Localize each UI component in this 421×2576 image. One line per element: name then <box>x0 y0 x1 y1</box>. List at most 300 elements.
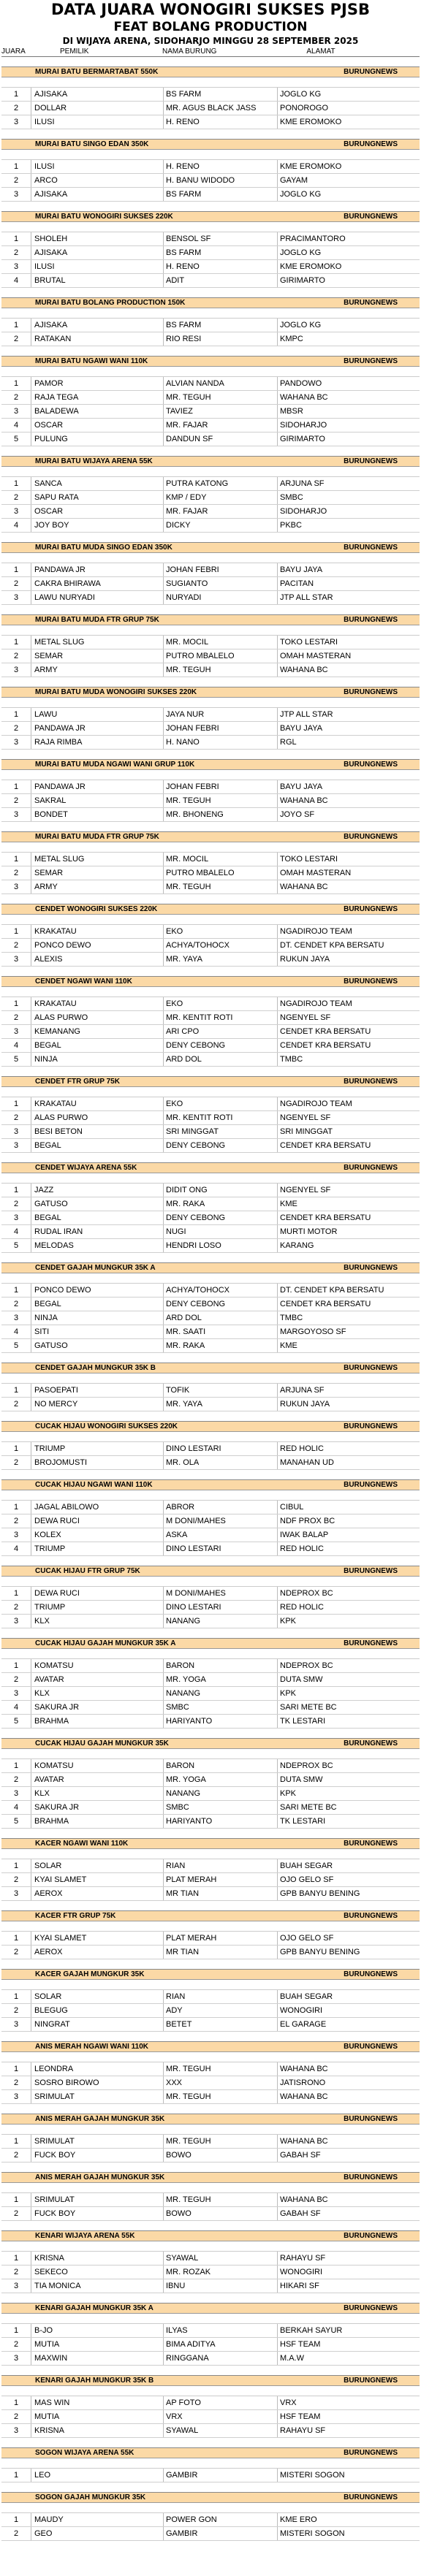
class-title: CUCAK HIJAU FTR GRUP 75K <box>35 1567 140 1575</box>
class-title-bar <box>1 357 420 367</box>
page-header <box>1 0 420 47</box>
bird-name-cell: BESI BETON <box>31 1125 163 1138</box>
owner-cell: RIAN <box>163 1859 277 1872</box>
class-tag: BURUNGNEWS <box>344 544 398 552</box>
rank-cell: 1 <box>13 2398 19 2407</box>
rank-cell: 3 <box>13 1889 19 1898</box>
rank-cell: 1 <box>13 1503 19 1512</box>
class-title-bar <box>1 1566 420 1577</box>
address-cell: DT. CENDET KPA BERSATU <box>277 939 420 952</box>
address-cell: DUTA SMW <box>277 1673 420 1686</box>
class-title: MURAI BATU MUDA NGAWI WANI GRUP 110K <box>35 761 195 769</box>
result-row <box>1 1039 420 1053</box>
result-row <box>1 1501 420 1514</box>
bird-name-cell: PANDAWA JR <box>31 563 163 576</box>
result-row <box>1 722 420 736</box>
owner-cell: JOHAN FEBRI <box>163 563 277 576</box>
rank-cell: 4 <box>13 1327 19 1336</box>
bird-name-cell: BRAHMA <box>31 1715 163 1728</box>
rank-cell: 2 <box>13 176 19 185</box>
rank-cell: 3 <box>13 2020 19 2029</box>
rank-cell: 3 <box>13 2426 19 2435</box>
owner-cell: BS FARM <box>163 246 277 259</box>
owner-cell: PLAT MERAH <box>163 1873 277 1886</box>
owner-cell: PUTRO MBALELO <box>163 649 277 663</box>
address-cell: NDF PROX BC <box>277 1514 420 1528</box>
class-tag: BURUNGNEWS <box>344 616 398 624</box>
rank-cell: 2 <box>13 2209 19 2218</box>
address-cell: KME <box>277 1197 420 1211</box>
class-section <box>1 614 420 677</box>
rank-cell: 2 <box>13 248 19 257</box>
rank-cell: 3 <box>13 262 19 271</box>
bird-name-cell: SAKURA JR <box>31 1701 163 1714</box>
spacer-row <box>1 770 420 780</box>
owner-cell: MR. YOGA <box>163 1673 277 1686</box>
class-section <box>1 1638 420 1729</box>
result-row <box>1 1225 420 1239</box>
class-results-list <box>1 66 420 2541</box>
address-cell: BAYU JAYA <box>277 780 420 793</box>
rank-cell: 1 <box>13 479 19 488</box>
class-section <box>1 1076 420 1153</box>
owner-cell: MR. TEGUH <box>163 2062 277 2076</box>
class-section <box>1 2447 420 2482</box>
rank-cell: 2 <box>13 724 19 733</box>
owner-cell: DANDUN SF <box>163 432 277 446</box>
column-pemilik: PEMILIK <box>60 47 89 56</box>
class-section <box>1 1738 420 1829</box>
result-row <box>1 432 420 446</box>
owner-cell: M DONI/MAHES <box>163 1587 277 1600</box>
rank-cell: 2 <box>13 1875 19 1884</box>
class-tag: BURUNGNEWS <box>344 2304 398 2312</box>
bird-name-cell: SRIMULAT <box>31 2135 163 2148</box>
bird-name-cell: JAGAL ABILOWO <box>31 1501 163 1514</box>
rank-cell: 3 <box>13 666 19 674</box>
rank-cell: 3 <box>13 883 19 891</box>
owner-cell: VRX <box>163 2410 277 2423</box>
address-cell: MARGOYOSO SF <box>277 1325 420 1338</box>
owner-cell: JOHAN FEBRI <box>163 780 277 793</box>
owner-cell: MR. TEGUH <box>163 2135 277 2148</box>
class-title: CUCAK HIJAU GAJAH MUNGKUR 35K <box>35 1739 169 1748</box>
result-row <box>1 866 420 880</box>
class-tag: BURUNGNEWS <box>344 2043 398 2051</box>
bird-name-cell: ARCO <box>31 174 163 187</box>
rank-cell: 2 <box>13 1200 19 1208</box>
result-row <box>1 1284 420 1297</box>
result-row <box>1 2410 420 2424</box>
bird-name-cell: FUCK BOY <box>31 2207 163 2220</box>
rank-cell: 2 <box>13 2529 19 2538</box>
bird-name-cell: AEROX <box>31 1887 163 1900</box>
bird-name-cell: DEWA RUCI <box>31 1587 163 1600</box>
result-row <box>1 260 420 274</box>
class-tag: BURUNGNEWS <box>344 688 398 696</box>
bird-name-cell: SOSRO BIROWO <box>31 2076 163 2089</box>
address-cell: NDEPROX BC <box>277 1759 420 1772</box>
rank-cell: 3 <box>13 955 19 964</box>
result-row <box>1 419 420 432</box>
rank-cell: 3 <box>13 593 19 602</box>
bird-name-cell: MUTIA <box>31 2338 163 2351</box>
owner-cell: RIAN <box>163 1990 277 2003</box>
class-section <box>1 687 420 750</box>
spacer-row <box>1 625 420 636</box>
result-row <box>1 1097 420 1111</box>
result-row <box>1 853 420 866</box>
class-title: KACER NGAWI WANI 110K <box>35 1840 129 1848</box>
result-row <box>1 563 420 577</box>
bird-name-cell: SAKRAL <box>31 794 163 807</box>
class-tag: BURUNGNEWS <box>344 1567 398 1575</box>
class-title: MURAI BATU MUDA FTR GRUP 75K <box>35 833 159 841</box>
result-row <box>1 1946 420 1959</box>
bird-name-cell: ALAS PURWO <box>31 1111 163 1124</box>
class-tag: BURUNGNEWS <box>344 1739 398 1748</box>
class-section <box>1 1910 420 1959</box>
class-title-bar <box>1 1911 420 1921</box>
class-title-bar <box>1 2173 420 2183</box>
owner-cell: SYAWAL <box>163 2424 277 2437</box>
class-title-bar <box>1 298 420 308</box>
result-row <box>1 880 420 894</box>
result-row <box>1 2266 420 2279</box>
class-title-bar <box>1 615 420 625</box>
bird-name-cell: MAUDY <box>31 2513 163 2526</box>
address-cell: KME EROMOKO <box>277 115 420 129</box>
result-row <box>1 2279 420 2293</box>
class-section <box>1 297 420 346</box>
address-cell: OMAH MASTERAN <box>277 866 420 880</box>
class-title-bar <box>1 2042 420 2052</box>
rank-cell: 2 <box>13 1603 19 1612</box>
owner-cell: ARI CPO <box>163 1025 277 1038</box>
rank-cell: 1 <box>13 1589 19 1598</box>
column-juara: JUARA <box>1 47 26 56</box>
address-cell: MISTERI SOGON <box>277 2469 420 2482</box>
rank-cell: 1 <box>13 1934 19 1943</box>
address-cell: BUAH SEGAR <box>277 1859 420 1872</box>
owner-cell: BARON <box>163 1659 277 1672</box>
result-row <box>1 939 420 953</box>
address-cell: CENDET KRA BERSATU <box>277 1297 420 1311</box>
result-row <box>1 2513 420 2527</box>
bird-name-cell: ALAS PURWO <box>31 1011 163 1024</box>
rank-cell: 1 <box>13 321 19 329</box>
spacer-row <box>1 1921 420 1932</box>
bird-name-cell: KEMANANG <box>31 1025 163 1038</box>
result-row <box>1 636 420 649</box>
rank-cell: 3 <box>13 1141 19 1150</box>
result-row <box>1 1297 420 1311</box>
result-row <box>1 1773 420 1787</box>
class-tag: BURUNGNEWS <box>344 2493 398 2501</box>
result-row <box>1 2004 420 2018</box>
rank-cell: 5 <box>13 1055 19 1064</box>
rank-cell: 1 <box>13 1286 19 1295</box>
class-tag: BURUNGNEWS <box>344 213 398 221</box>
class-tag: BURUNGNEWS <box>344 2115 398 2123</box>
class-tag: BURUNGNEWS <box>344 1164 398 1172</box>
class-title-bar <box>1 2114 420 2125</box>
bird-name-cell: SOLAR <box>31 1859 163 1872</box>
bird-name-cell: AJISAKA <box>31 246 163 259</box>
class-section <box>1 1421 420 1470</box>
bird-name-cell: AVATAR <box>31 1673 163 1686</box>
bird-name-cell: KRAKATAU <box>31 997 163 1010</box>
class-tag: BURUNGNEWS <box>344 1840 398 1848</box>
owner-cell: MR. RAKA <box>163 1197 277 1211</box>
result-row <box>1 1325 420 1339</box>
rank-cell: 4 <box>13 1544 19 1553</box>
bird-name-cell: SAKURA JR <box>31 1801 163 1814</box>
rank-cell: 3 <box>13 1314 19 1322</box>
owner-cell: DICKY <box>163 519 277 532</box>
bird-name-cell: PASOEPATI <box>31 1384 163 1397</box>
bird-name-cell: PANDAWA JR <box>31 722 163 735</box>
rank-cell: 2 <box>13 1517 19 1525</box>
column-alamat: ALAMAT <box>306 47 335 56</box>
class-title-bar <box>1 1639 420 1649</box>
spacer-row <box>1 77 420 88</box>
class-section <box>1 2492 420 2541</box>
result-row <box>1 232 420 246</box>
result-row <box>1 174 420 188</box>
class-title: MURAI BATU MUDA SINGO EDAN 350K <box>35 544 172 552</box>
result-row <box>1 2207 420 2221</box>
rank-cell: 3 <box>13 1213 19 1222</box>
owner-cell: DIDIT ONG <box>163 1184 277 1197</box>
owner-cell: MR. YAYA <box>163 953 277 966</box>
class-title: KENARI WIJAYA ARENA 55K <box>35 2232 135 2240</box>
address-cell: ARJUNA SF <box>277 1384 420 1397</box>
address-cell: RGL <box>277 736 420 749</box>
bird-name-cell: AJISAKA <box>31 88 163 101</box>
owner-cell: MR. TEGUH <box>163 2090 277 2103</box>
bird-name-cell: PAMOR <box>31 377 163 390</box>
owner-cell: BOWO <box>163 2149 277 2162</box>
address-cell: NGADIROJO TEAM <box>277 1097 420 1110</box>
rank-cell: 5 <box>13 435 19 443</box>
class-title: CUCAK HIJAU GAJAH MUNGKUR 35K A <box>35 1639 176 1647</box>
class-title: CENDET GAJAH MUNGKUR 35K B <box>35 1364 156 1372</box>
bird-name-cell: SRIMULAT <box>31 2193 163 2206</box>
result-row <box>1 1398 420 1411</box>
bird-name-cell: BEGAL <box>31 1211 163 1224</box>
bird-name-cell: ARMY <box>31 880 163 893</box>
result-row <box>1 1053 420 1067</box>
class-tag: BURUNGNEWS <box>344 2377 398 2385</box>
rank-cell: 2 <box>13 1458 19 1467</box>
address-cell: HSF TEAM <box>277 2410 420 2423</box>
rank-cell: 1 <box>13 2065 19 2073</box>
owner-cell: TAVIEZ <box>163 405 277 418</box>
class-tag: BURUNGNEWS <box>344 833 398 841</box>
bird-name-cell: LAWU <box>31 708 163 721</box>
class-title-bar <box>1 1839 420 1849</box>
result-row <box>1 953 420 967</box>
result-row <box>1 808 420 822</box>
class-section <box>1 1566 420 1628</box>
class-title-bar <box>1 457 420 467</box>
rank-cell: 1 <box>13 162 19 171</box>
address-cell: OJO GELO SF <box>277 1873 420 1886</box>
rank-cell: 3 <box>13 1617 19 1626</box>
address-cell: PKBC <box>277 519 420 532</box>
class-title: CUCAK HIJAU NGAWI WANI 110K <box>35 1481 153 1489</box>
result-row <box>1 1384 420 1398</box>
bird-name-cell: ALEXIS <box>31 953 163 966</box>
owner-cell: DINO LESTARI <box>163 1542 277 1555</box>
class-title: ANIS MERAH GAJAH MUNGKUR 35K <box>35 2173 165 2181</box>
rank-cell: 2 <box>13 393 19 402</box>
result-row <box>1 1025 420 1039</box>
owner-cell: H. RENO <box>163 115 277 129</box>
class-title-bar <box>1 1363 420 1373</box>
result-row <box>1 1011 420 1025</box>
class-title-bar <box>1 1480 420 1490</box>
result-row <box>1 2324 420 2338</box>
class-section <box>1 759 420 822</box>
owner-cell: DENY CEBONG <box>163 1297 277 1311</box>
owner-cell: SRI MINGGAT <box>163 1125 277 1138</box>
address-cell: KPK <box>277 1787 420 1800</box>
owner-cell: RIO RESI <box>163 332 277 346</box>
bird-name-cell: NINJA <box>31 1053 163 1066</box>
address-cell: CENDET KRA BERSATU <box>277 1211 420 1224</box>
rank-cell: 1 <box>13 235 19 243</box>
result-row <box>1 1673 420 1687</box>
rank-cell: 2 <box>13 579 19 588</box>
spacer-row <box>1 1577 420 1587</box>
bird-name-cell: SHOLEH <box>31 232 163 245</box>
bird-name-cell: PANDAWA JR <box>31 780 163 793</box>
bird-name-cell: SAPU RATA <box>31 491 163 504</box>
owner-cell: MR TIAN <box>163 1887 277 1900</box>
owner-cell: ABROR <box>163 1501 277 1514</box>
bird-name-cell: KYAI SLAMET <box>31 1932 163 1945</box>
result-row <box>1 925 420 939</box>
bird-name-cell: KLX <box>31 1787 163 1800</box>
rank-cell: 2 <box>13 1113 19 1122</box>
rank-cell: 1 <box>13 2471 19 2480</box>
result-row <box>1 115 420 129</box>
owner-cell: MR. BHONENG <box>163 808 277 821</box>
result-row <box>1 1759 420 1773</box>
owner-cell: EKO <box>163 997 277 1010</box>
result-row <box>1 1687 420 1701</box>
result-row <box>1 997 420 1011</box>
page-title: DATA JUARA WONOGIRI SUKSES PJSB <box>51 1 370 18</box>
owner-cell: MR. TEGUH <box>163 663 277 677</box>
address-cell: KME ERO <box>277 2513 420 2526</box>
owner-cell: JAYA NUR <box>163 708 277 721</box>
address-cell: JOGLO KG <box>277 188 420 201</box>
rank-cell: 2 <box>13 104 19 113</box>
address-cell: CIBUL <box>277 1501 420 1514</box>
address-cell: KPK <box>277 1687 420 1700</box>
spacer-row <box>1 2241 420 2252</box>
owner-cell: NANANG <box>163 1615 277 1628</box>
owner-cell: NUGI <box>163 1225 277 1238</box>
result-row <box>1 2396 420 2410</box>
address-cell: GIRIMARTO <box>277 274 420 287</box>
rank-cell: 1 <box>13 1444 19 1453</box>
address-cell: WAHANA BC <box>277 880 420 893</box>
result-row <box>1 188 420 202</box>
bird-name-cell: ILUSI <box>31 115 163 129</box>
spacer-row <box>1 1980 420 1990</box>
class-section <box>1 1162 420 1253</box>
rank-cell: 3 <box>13 2092 19 2101</box>
bird-name-cell: LEONDRA <box>31 2062 163 2076</box>
result-row <box>1 1442 420 1456</box>
result-row <box>1 794 420 808</box>
class-title-bar <box>1 832 420 842</box>
result-row <box>1 88 420 102</box>
address-cell: GAYAM <box>277 174 420 187</box>
bird-name-cell: KRISNA <box>31 2252 163 2265</box>
spacer-row <box>1 2183 420 2193</box>
spacer-row <box>1 698 420 708</box>
class-section <box>1 356 420 446</box>
address-cell: OJO GELO SF <box>277 1932 420 1945</box>
result-row <box>1 1339 420 1353</box>
class-section <box>1 2375 420 2438</box>
address-cell: WAHANA BC <box>277 2062 420 2076</box>
address-cell: JOGLO KG <box>277 88 420 101</box>
result-row <box>1 2149 420 2162</box>
owner-cell: ACHYA/TOHOCX <box>163 1284 277 1297</box>
spacer-row <box>1 2052 420 2062</box>
address-cell: SMBC <box>277 491 420 504</box>
bird-name-cell: AEROX <box>31 1946 163 1959</box>
address-cell: SRI MINGGAT <box>277 1125 420 1138</box>
address-cell: JOGLO KG <box>277 319 420 332</box>
address-cell: GIRIMARTO <box>277 432 420 446</box>
address-cell: SARI METE BC <box>277 1701 420 1714</box>
result-row <box>1 274 420 288</box>
owner-cell: ARD DOL <box>163 1053 277 1066</box>
class-tag: BURUNGNEWS <box>344 68 398 76</box>
bird-name-cell: LAWU NURYADI <box>31 591 163 604</box>
spacer-row <box>1 150 420 160</box>
class-section <box>1 2172 420 2221</box>
bird-name-cell: SEMAR <box>31 649 163 663</box>
result-row <box>1 1601 420 1615</box>
bird-name-cell: BALADEWA <box>31 405 163 418</box>
address-cell: MANAHAN UD <box>277 1456 420 1469</box>
owner-cell: ASKA <box>163 1528 277 1542</box>
class-section <box>1 904 420 967</box>
bird-name-cell: BONDET <box>31 808 163 821</box>
owner-cell: BS FARM <box>163 319 277 332</box>
result-row <box>1 1111 420 1125</box>
address-cell: RAHAYU SF <box>277 2424 420 2437</box>
result-row <box>1 377 420 391</box>
class-section <box>1 2114 420 2162</box>
rank-cell: 1 <box>13 999 19 1008</box>
bird-name-cell: SANCA <box>31 477 163 490</box>
class-title: CENDET WONOGIRI SUKSES 220K <box>35 905 158 913</box>
bird-name-cell: BEGAL <box>31 1039 163 1052</box>
owner-cell: MR. KENTIT ROTI <box>163 1111 277 1124</box>
rank-cell: 1 <box>13 2515 19 2524</box>
address-cell: HSF TEAM <box>277 2338 420 2351</box>
class-title-bar <box>1 1163 420 1173</box>
